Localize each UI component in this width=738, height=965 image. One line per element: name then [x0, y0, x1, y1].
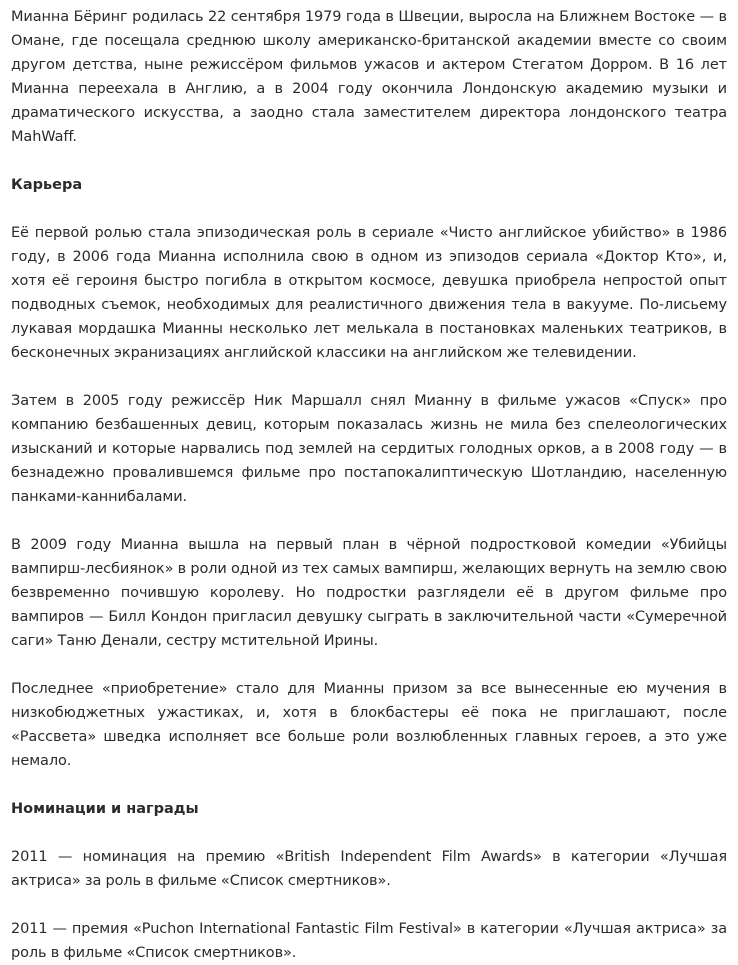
award-item-1: 2011 — номинация на премию «British Independent Film Awards» в категории «Лучшая актриса» за роль в фильме «Список смертников». [11, 849, 727, 889]
career-paragraph-3: В 2009 году Мианна вышла на первый план в чёрной подростковой комедии «Убийцы вампирш-лесбиянок» в роли одной из тех самых вампирш, желающих вернуть на землю свою безвременно почившую королеву. Но подростки разглядели её в другом фильме про вампиров — Билл Кондон пригласил девушку сыграть в заключительной части «Сумеречной саги» Таню Денали, сестру мстительной Ирины. [11, 537, 727, 649]
spacer [11, 197, 727, 221]
spacer [11, 893, 727, 917]
intro-paragraph: Мианна Бёринг родилась 22 сентября 1979 года в Швеции, выросла на Ближнем Востоке — в Омане, где посещала среднюю школу американско-британской академии вместе со своим другом детства, ныне режиссёром фильмов ужасов и актером Стегатом Дорром. В 16 лет Мианна переехала в Англию, а в 2004 году окончила Лондонскую академию музыки и драматического искусства, а заодно стала заместителем директора лондонского театра MahWaff. [11, 9, 727, 145]
spacer [11, 509, 727, 533]
spacer [11, 821, 727, 845]
spacer [11, 773, 727, 797]
career-paragraph-2: Затем в 2005 году режиссёр Ник Маршалл снял Мианну в фильме ужасов «Спуск» про компанию безбашенных девиц, которым показалась жизнь не мила без спелеологических изысканий и которые нарвались под землей на сердитых голодных орков, а в 2008 году — в безнадежно провалившемся фильме про постапокалиптическую Шотландию, населенную панками-каннибалами. [11, 393, 727, 505]
career-paragraph-1: Её первой ролью стала эпизодическая роль в сериале «Чисто английское убийство» в 1986 году, в 2006 года Мианна исполнила свою в одном из эпизодов сериала «Доктор Кто», и, хотя её героиня быстро погибла в открытом космосе, девушка приобрела непростой опыт подводных съемок, необходимых для реалистичного движения тела в вакууме. По-лисьему лукавая мордашка Мианны несколько лет мелькала в постановках маленьких театриков, в бесконечных экранизациях английской классики на английском же телевидении. [11, 225, 727, 361]
career-heading: Карьера [11, 177, 83, 193]
career-paragraph-4: Последнее «приобретение» стало для Мианны призом за все вынесенные ею мучения в низкобюджетных ужастиках, и, хотя в блокбастеры её пока не приглашают, после «Рассвета» шведка исполняет все больше роли возлюбленных главных героев, а это уже немало. [11, 681, 727, 769]
spacer [11, 365, 727, 389]
awards-heading: Номинации и награды [11, 801, 199, 817]
spacer [11, 653, 727, 677]
award-item-2: 2011 — премия «Puchon International Fantastic Film Festival» в категории «Лучшая актриса» за роль в фильме «Список смертников». [11, 921, 727, 961]
spacer [11, 149, 727, 173]
